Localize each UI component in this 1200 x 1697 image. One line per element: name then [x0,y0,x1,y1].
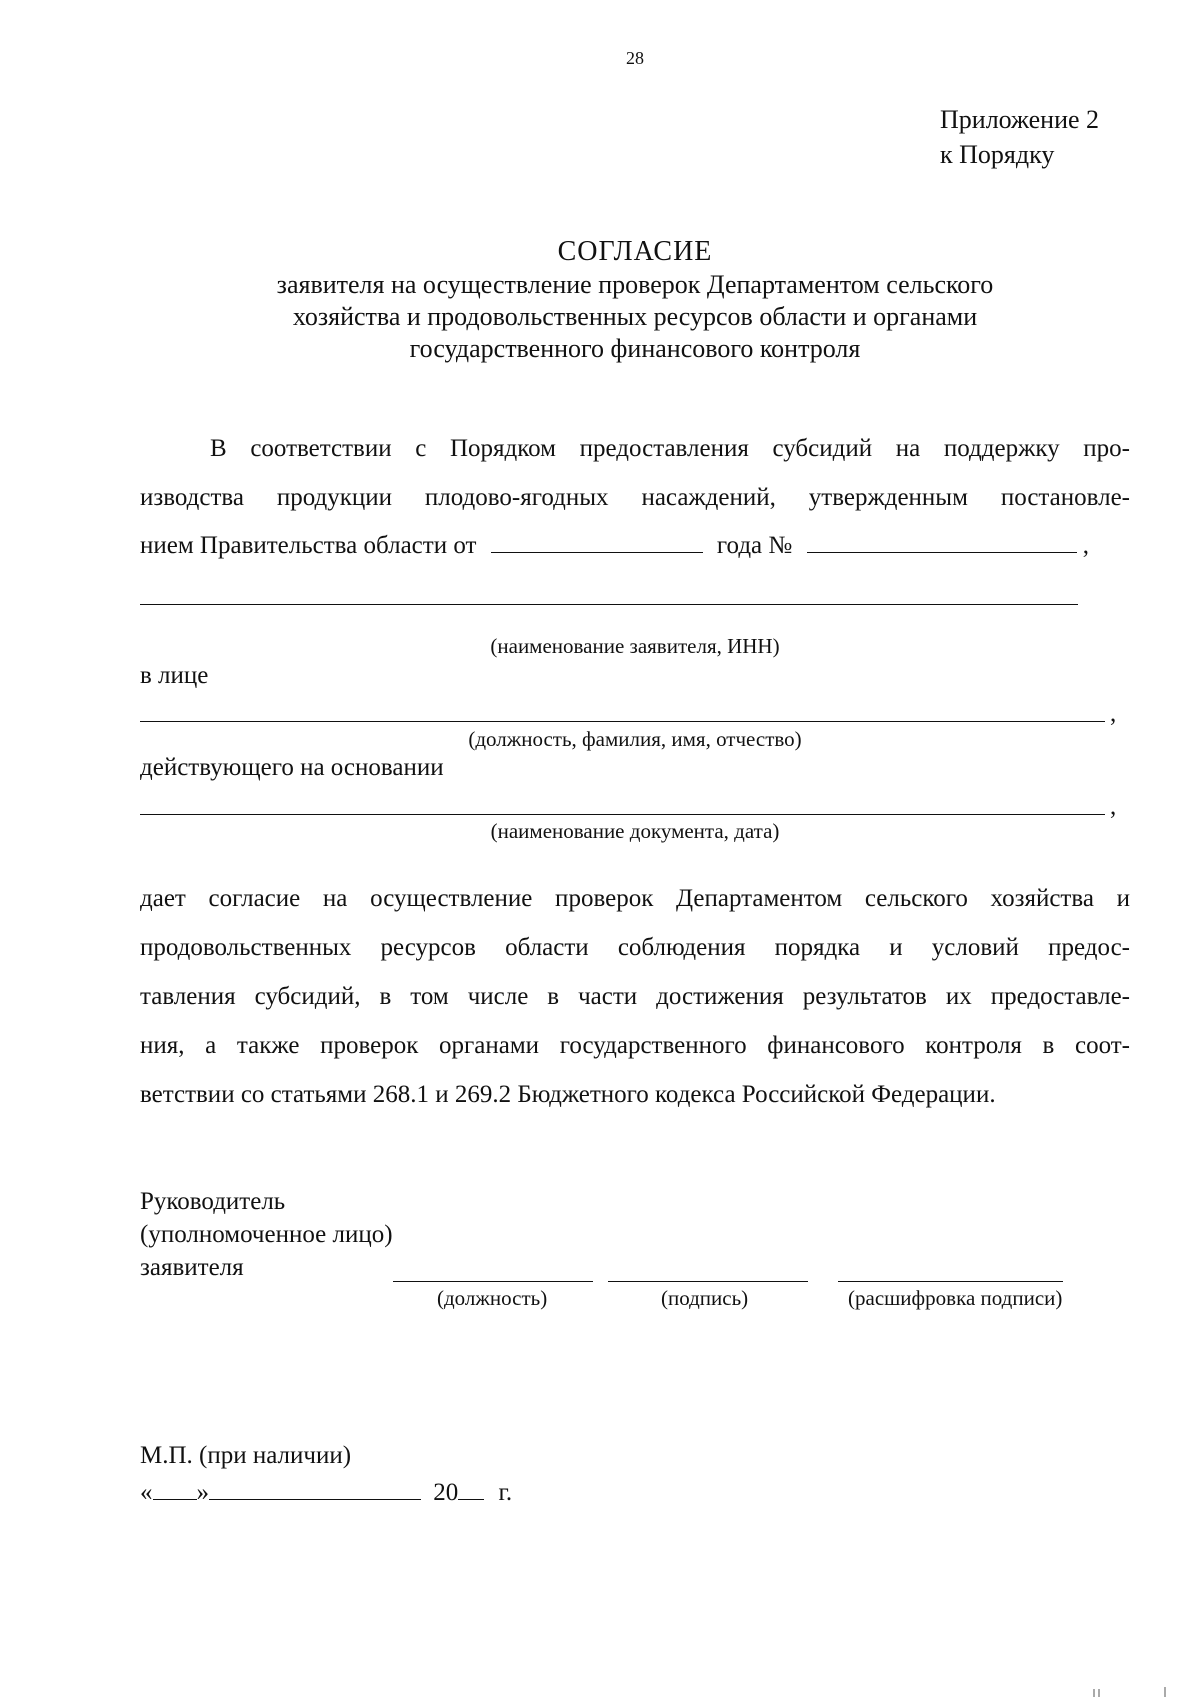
applicant-caption: (наименование заявителя, ИНН) [490,634,780,658]
consent-line-1: дает согласие на осуществление проверок Департаментом сельского хозяйства и [140,885,1130,912]
position-caption: (должность, фамилия, имя, отчество) [468,727,802,751]
intro-line-2: изводства продукции плодово-ягодных насаждений, утвержденным постановле- [140,484,1130,511]
subtitle-line-1: заявителя на осуществление проверок Департаментом сельского [276,270,994,299]
date-line [140,1477,512,1507]
intro-paragraph [140,424,1130,522]
consent-line-2: продовольственных ресурсов области соблюдения порядка и условий предос- [140,934,1130,961]
subtitle-line-2: хозяйства и продовольственных ресурсов области и органами [292,302,978,331]
intro-line-3 [140,530,1089,560]
comma-1: , [1110,700,1117,727]
position-name-line[interactable] [140,721,1105,722]
day-blank[interactable] [153,1477,197,1500]
intro-line-3-start: нием Правительства области от [140,532,477,559]
signature-position-caption: (должность) [437,1286,548,1310]
date-blank[interactable] [491,530,703,553]
acting-label: действующего на основании [140,754,444,781]
signature-role-line-3: заявителя [140,1254,244,1281]
document-title: СОГЛАСИЕ [557,236,713,267]
page-number: 28 [626,48,644,68]
quote-close: » [196,1479,209,1506]
applicant-name-line[interactable] [140,604,1078,605]
signature-decoding-caption: (расшифровка подписи) [848,1286,1063,1310]
comma-2: , [1110,793,1117,820]
subtitle-line-3: государственного финансового контроля [409,334,861,363]
in-person-label: в лице [140,662,209,689]
signature-sign-caption: (подпись) [661,1286,749,1310]
document-name-line[interactable] [140,814,1105,815]
consent-line-3: тавления субсидий, в том числе в части достижения результатов их предоставле- [140,983,1130,1010]
consent-paragraph [140,874,1130,1119]
signature-role-line-2: (уполномоченное лицо) [140,1221,393,1248]
appendix-reference: к Порядку [940,140,1055,169]
quote-open: « [140,1479,153,1506]
year-prefix: 20 [433,1479,459,1506]
intro-line-1: В соответствии с Порядком предоставления субсидий на поддержку про- [210,435,1130,462]
year-suffix: г. [498,1479,513,1506]
scan-corner-marks [1090,1685,1170,1697]
intro-line-3-end: , [1082,532,1090,559]
signature-position-line[interactable] [393,1281,593,1282]
year-blank[interactable] [458,1477,484,1500]
document-caption: (наименование документа, дата) [490,819,780,843]
month-blank[interactable] [209,1477,421,1500]
signature-role-line-1: Руководитель [140,1188,286,1215]
signature-sign-line[interactable] [608,1281,808,1282]
signature-decoding-line[interactable] [838,1281,1063,1282]
consent-line-5: ветствии со статьями 268.1 и 269.2 Бюджетного кодекса Российской Федерации. [140,1081,996,1108]
number-blank[interactable] [807,530,1077,553]
consent-line-4: ния, а также проверок органами государственного финансового контроля в соот- [140,1032,1130,1059]
stamp-label: М.П. (при наличии) [140,1442,352,1469]
appendix-label: Приложение 2 [940,105,1100,134]
intro-line-3-mid: года № [716,532,793,559]
